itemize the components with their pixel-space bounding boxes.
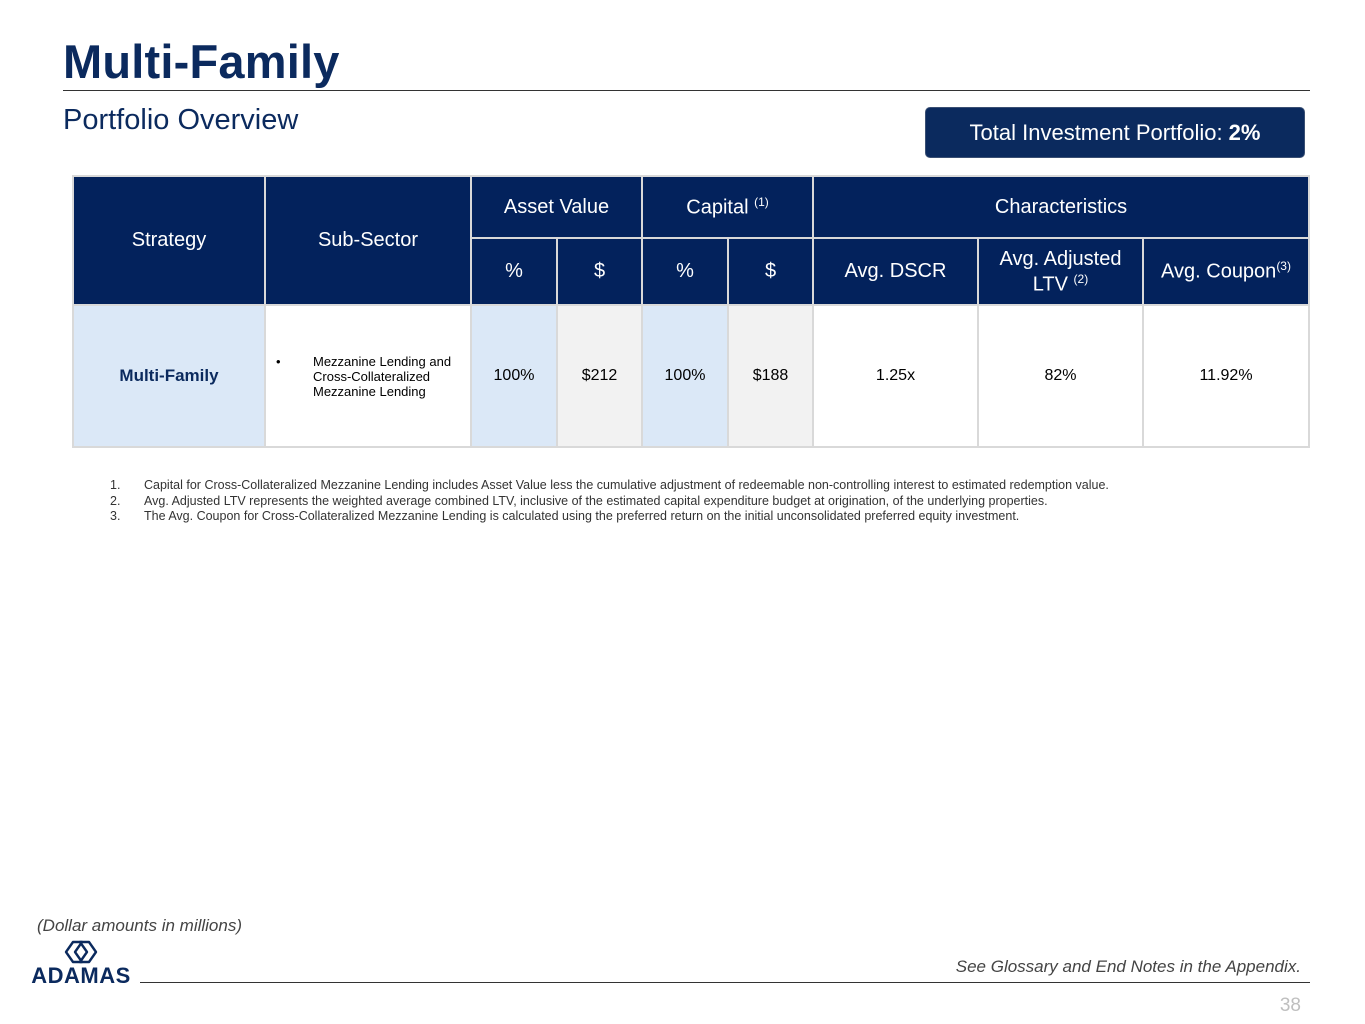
header-asset-value: Asset Value: [471, 176, 642, 238]
header-capital-pct: %: [642, 238, 728, 305]
logo-wordmark: ADAMAS: [31, 963, 131, 988]
header-sub-sector: Sub-Sector: [265, 176, 471, 305]
portfolio-share-label: Total Investment Portfolio:: [969, 119, 1223, 145]
cell-avg-coupon: 11.92%: [1143, 305, 1309, 447]
header-avg-coupon: [1143, 238, 1309, 305]
footnote-text: The Avg. Coupon for Cross-Collateralized Mezzanine Lending is calculated using the preferred return on the initial unconsolidated preferred equity investment.: [144, 509, 1020, 523]
sub-sector-text: Mezzanine Lending and Cross-Collateralized Mezzanine Lending: [313, 353, 452, 399]
portfolio-share-value: 2%: [1228, 119, 1261, 145]
footnotes-list: [110, 478, 1310, 525]
header-avg-dscr: Avg. DSCR: [813, 238, 978, 305]
table-row: [73, 305, 1309, 447]
cell-asset-value-pct: 100%: [471, 305, 557, 447]
footer-divider: [140, 982, 1310, 983]
header-avg-coupon-label: Avg. Coupon: [1161, 260, 1277, 283]
footnote-number: 3.: [110, 509, 121, 523]
header-asset-value-dollar: $: [557, 238, 642, 305]
bullet-icon: •: [276, 353, 281, 369]
cell-capital-dollar: $188: [728, 305, 813, 447]
header-avg-adjusted-ltv-line2: LTV: [1032, 273, 1068, 296]
portfolio-overview-table: [72, 175, 1310, 448]
cell-avg-adjusted-ltv: 82%: [978, 305, 1143, 447]
footnote-1: [110, 478, 1310, 494]
header-capital-footnote: (1): [754, 194, 769, 209]
footnote-text: Avg. Adjusted LTV represents the weighted average combined LTV, inclusive of the estimated capital expenditure budget at origination, of the underlying properties.: [144, 493, 1048, 508]
page-title: Multi-Family: [63, 35, 340, 88]
cell-avg-dscr: 1.25x: [813, 305, 978, 447]
adamas-logo: [27, 940, 137, 988]
header-asset-value-pct: %: [471, 238, 557, 305]
footnote-text: Capital for Cross-Collateralized Mezzanine Lending includes Asset Value less the cumulative adjustment of redeemable non-controlling interest to estimated redemption value.: [144, 478, 1109, 492]
adamas-logo-icon: [64, 940, 98, 964]
dollar-amounts-note: (Dollar amounts in millions): [37, 916, 243, 935]
header-avg-coupon-footnote: (3): [1276, 259, 1291, 274]
header-characteristics: Characteristics: [813, 176, 1309, 238]
cell-sub-sector: [265, 305, 471, 447]
footnote-3: [110, 509, 1310, 525]
header-avg-adjusted-ltv-line1: Avg. Adjusted: [999, 247, 1122, 270]
glossary-note: See Glossary and End Notes in the Appendix.: [955, 957, 1301, 976]
page-number: 38: [1279, 995, 1301, 1016]
cell-asset-value-dollar: $212: [557, 305, 642, 447]
header-capital: [642, 176, 813, 238]
footnote-number: 2.: [110, 493, 121, 508]
header-avg-adjusted-ltv: [978, 238, 1143, 305]
cell-strategy: Multi-Family: [73, 305, 265, 447]
title-divider: [63, 90, 1310, 91]
header-avg-adjusted-ltv-footnote: (2): [1073, 271, 1089, 286]
page-subtitle: Portfolio Overview: [63, 104, 299, 136]
footnote-number: 1.: [110, 478, 121, 492]
cell-capital-pct: 100%: [642, 305, 728, 447]
footnote-2: [110, 494, 1310, 510]
header-strategy: Strategy: [73, 176, 265, 305]
header-capital-dollar: $: [728, 238, 813, 305]
header-capital-label: Capital: [686, 196, 749, 219]
portfolio-share-badge: [925, 107, 1305, 158]
